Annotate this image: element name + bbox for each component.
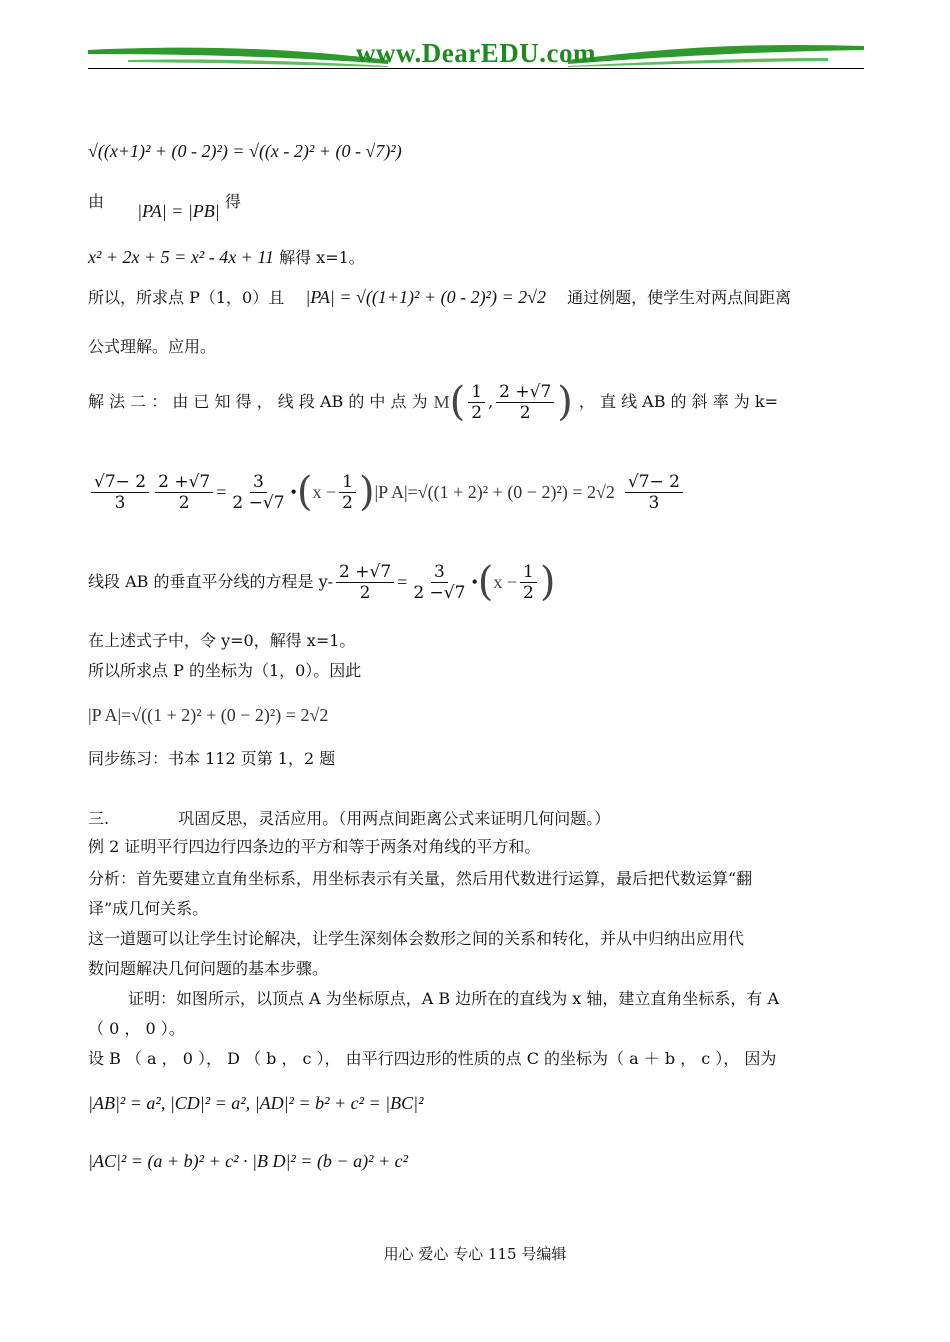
equation-expand: x² + 2x + 5 = x² - 4x + 11 xyxy=(88,247,274,267)
equation-sides: |AB|² = a², |CD|² = a², |AD|² = b² + c² = |BC|² xyxy=(88,1093,424,1113)
frac-num: 3 xyxy=(250,472,267,493)
fraction-midpoint-x xyxy=(468,382,485,423)
text-line-18: 数问题解决几何问题的基本步骤。 xyxy=(88,959,329,978)
text-line-4 xyxy=(88,286,791,309)
text-you: 由 xyxy=(88,192,105,211)
text-line-6: 解 法 二 ： 由 已 知 得 ， 线 段 AB 的 中 点 为 M ( $\frac{1}{2}$ , $\frac{2 +√7}{2}$ ) ， 直 线 AB 的 斜 率 为 k= xyxy=(88,379,778,425)
frac-den: 2 −√7 xyxy=(413,582,466,603)
frac-den: 2 xyxy=(519,402,531,423)
text-line-10: 所以所求点 P 的坐标为（1，0）。因此 xyxy=(88,661,362,680)
text-x-minus: x − xyxy=(312,482,337,502)
fraction-slope xyxy=(91,472,149,513)
frac-den: 2 xyxy=(342,492,353,513)
fraction-3 xyxy=(229,472,287,513)
frac-num: 1 xyxy=(339,472,356,493)
section-title: 巩固反思，灵活应用。（用两点间距离公式来证明几何问题。） xyxy=(178,809,611,828)
text-line-2 xyxy=(88,190,241,221)
paren-right: ) xyxy=(358,469,375,515)
text-line-8 xyxy=(88,552,555,612)
fraction-1 xyxy=(336,562,394,603)
text-de: 得 xyxy=(224,192,241,211)
frac-num: 3 xyxy=(431,562,448,583)
text-line-21: 设 B （ a ， 0 ）， D （ b ， c ）， 由平行四边形的性质的点 C 的坐标为（ a ＋ b ， c ）， 因为 xyxy=(88,1049,777,1068)
text-line-20: （ 0 ， 0 ）。 xyxy=(88,1019,185,1038)
frac-num: √7− 2 xyxy=(91,472,149,493)
frac-num: 2 +√7 xyxy=(496,382,554,403)
text-line-9: 在上述式子中，令 y=0，解得 x=1。 xyxy=(88,631,356,650)
text-line-13 xyxy=(88,808,610,830)
frac-den: 2 xyxy=(523,582,534,603)
text-line-15: 分析：首先要建立直角坐标系，用坐标表示有关量，然后用代数进行运算，最后把代数运算“翻 xyxy=(88,869,753,888)
page-header xyxy=(88,36,864,76)
paren-right: ) xyxy=(539,559,556,605)
text-midpoint-m: M xyxy=(433,392,450,412)
section-number: 三. xyxy=(88,809,110,828)
text-slope: ， 直 线 AB 的 斜 率 为 k= xyxy=(578,392,778,411)
frac-den: 2 xyxy=(471,402,483,423)
frac-den: 3 xyxy=(114,492,126,513)
equation-pa-pb: |PA| = |PB| xyxy=(137,201,220,221)
paren-left: ( xyxy=(449,379,466,425)
paren-left: ( xyxy=(296,469,313,515)
text-line-3 xyxy=(88,246,365,269)
text-line-5: 公式理解。应用。 xyxy=(88,337,217,356)
equation-pa: |P A|=√((1 + 2)² + (0 − 2)²) = 2√2 xyxy=(374,482,615,502)
fraction-2 xyxy=(155,472,213,513)
equals-sign: = xyxy=(216,482,227,502)
text-x-minus: x − xyxy=(493,572,518,592)
header-rule xyxy=(88,68,864,69)
frac-num: √7− 2 xyxy=(625,472,683,493)
frac-den: 2 −√7 xyxy=(232,492,285,513)
fraction-5 xyxy=(625,472,683,513)
fraction-4 xyxy=(339,472,356,513)
equation-diagonals: |AC|² = (a + b)² + c² · |B D|² = (b − a)² + c² xyxy=(88,1151,409,1171)
text-line-17: 这一道题可以让学生讨论解决，让学生深刻体会数形之间的关系和转化，并从中归纳出应用代 xyxy=(88,929,745,948)
frac-den: 2 xyxy=(359,582,371,603)
dot-operator: • xyxy=(471,572,478,592)
equals-sign: = xyxy=(397,572,408,592)
text-perp-bisector: 线段 AB 的垂直平分线的方程是 y- xyxy=(88,572,334,591)
dot-operator: • xyxy=(290,482,297,502)
equation-pa-final: |P A|=√((1 + 2)² + (0 − 2)²) = 2√2 xyxy=(88,705,329,725)
frac-num: 1 xyxy=(468,382,485,403)
frac-num: 2 +√7 xyxy=(155,472,213,493)
text-point-p: 所以，所求点 P（1，0）且 xyxy=(88,288,285,307)
frac-den: 2 xyxy=(178,492,190,513)
equation-distance-equal: √((x+1)² + (0 - 2)²) = √((x - 2)² + (0 - √7)²) xyxy=(88,141,402,161)
text-line-7 xyxy=(88,462,686,522)
fraction-midpoint-y xyxy=(496,382,554,423)
text-line-14: 例 2 证明平行四边行四条边的平方和等于两条对角线的平方和。 xyxy=(88,837,541,856)
page-footer: 用心 爱心 专心 115 号编辑 xyxy=(383,1245,567,1263)
equation-pa-value: |PA| = √((1+1)² + (0 - 2)²) = 2√2 xyxy=(305,287,546,307)
site-logo-text: www.DearEDU.com xyxy=(356,38,596,68)
frac-num: 1 xyxy=(520,562,537,583)
paren-left: ( xyxy=(477,559,494,605)
paren-right: ) xyxy=(557,379,573,425)
text-comment: 通过例题，使学生对两点间距离 xyxy=(567,288,792,307)
frac-den: 3 xyxy=(648,492,660,513)
text-line-12: 同步练习：书本 112 页第 1，2 题 xyxy=(88,749,336,768)
fraction-3 xyxy=(520,562,537,603)
text-solve-x: 解得 x=1。 xyxy=(279,248,365,267)
text-method-two: 解 法 二 ： 由 已 知 得 ， 线 段 AB 的 中 点 为 xyxy=(88,392,428,411)
fraction-2 xyxy=(410,562,468,603)
text-line-16: 译”成几何关系。 xyxy=(88,899,209,918)
text-line-19: 证明：如图所示，以顶点 A 为坐标原点，A B 边所在的直线为 x 轴，建立直角坐标系，有 A xyxy=(128,989,780,1008)
frac-num: 2 +√7 xyxy=(336,562,394,583)
